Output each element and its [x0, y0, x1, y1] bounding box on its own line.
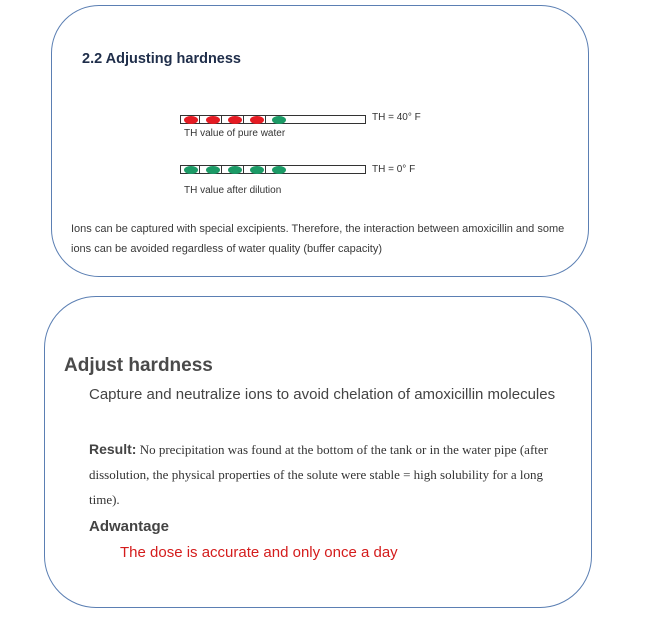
result-label: Result: [89, 441, 137, 457]
pure-water-scale [180, 115, 366, 124]
advantage-text: The dose is accurate and only once a day [120, 544, 398, 561]
scale-tick [199, 166, 200, 174]
adjust-hardness-card [44, 296, 592, 608]
after-dilution-caption: TH value after dilution [184, 185, 282, 196]
green-ion-dot [206, 166, 220, 174]
pure-water-th-label: TH = 40° F [372, 112, 421, 123]
green-ion-dot [272, 116, 286, 124]
green-ion-dot [184, 166, 198, 174]
scale-tick [243, 116, 244, 124]
red-ion-dot [228, 116, 242, 124]
red-ion-dot [206, 116, 220, 124]
hardness-diagram-card [51, 5, 589, 277]
scale-tick [221, 116, 222, 124]
scale-tick [265, 116, 266, 124]
red-ion-dot [184, 116, 198, 124]
scale-tick [221, 166, 222, 174]
green-ion-dot [250, 166, 264, 174]
result-text: No precipitation was found at the bottom of the tank or in the water pipe (after dissolution, the physical properties of the solute were stable = high solubility for a long time). [89, 442, 548, 507]
scale-tick [199, 116, 200, 124]
intro-paragraph: Ions can be captured with special excipients. Therefore, the interaction between amoxicillin and some ions can be avoided regardless of water quality (buffer capacity) [71, 223, 565, 255]
adjust-title: Adjust hardness [64, 355, 213, 376]
scale-tick [243, 166, 244, 174]
after-dilution-scale [180, 165, 366, 174]
result-paragraph [89, 437, 567, 512]
red-ion-dot [250, 116, 264, 124]
scale-tick [265, 166, 266, 174]
section-title: 2.2 Adjusting hardness [82, 51, 241, 67]
after-dilution-th-label: TH = 0° F [372, 164, 416, 175]
green-ion-dot [228, 166, 242, 174]
pure-water-caption: TH value of pure water [184, 128, 286, 139]
green-ion-dot [272, 166, 286, 174]
adjust-body: Capture and neutralize ions to avoid chelation of amoxicillin molecules [89, 386, 556, 403]
advantage-title: Adwantage [89, 518, 170, 535]
